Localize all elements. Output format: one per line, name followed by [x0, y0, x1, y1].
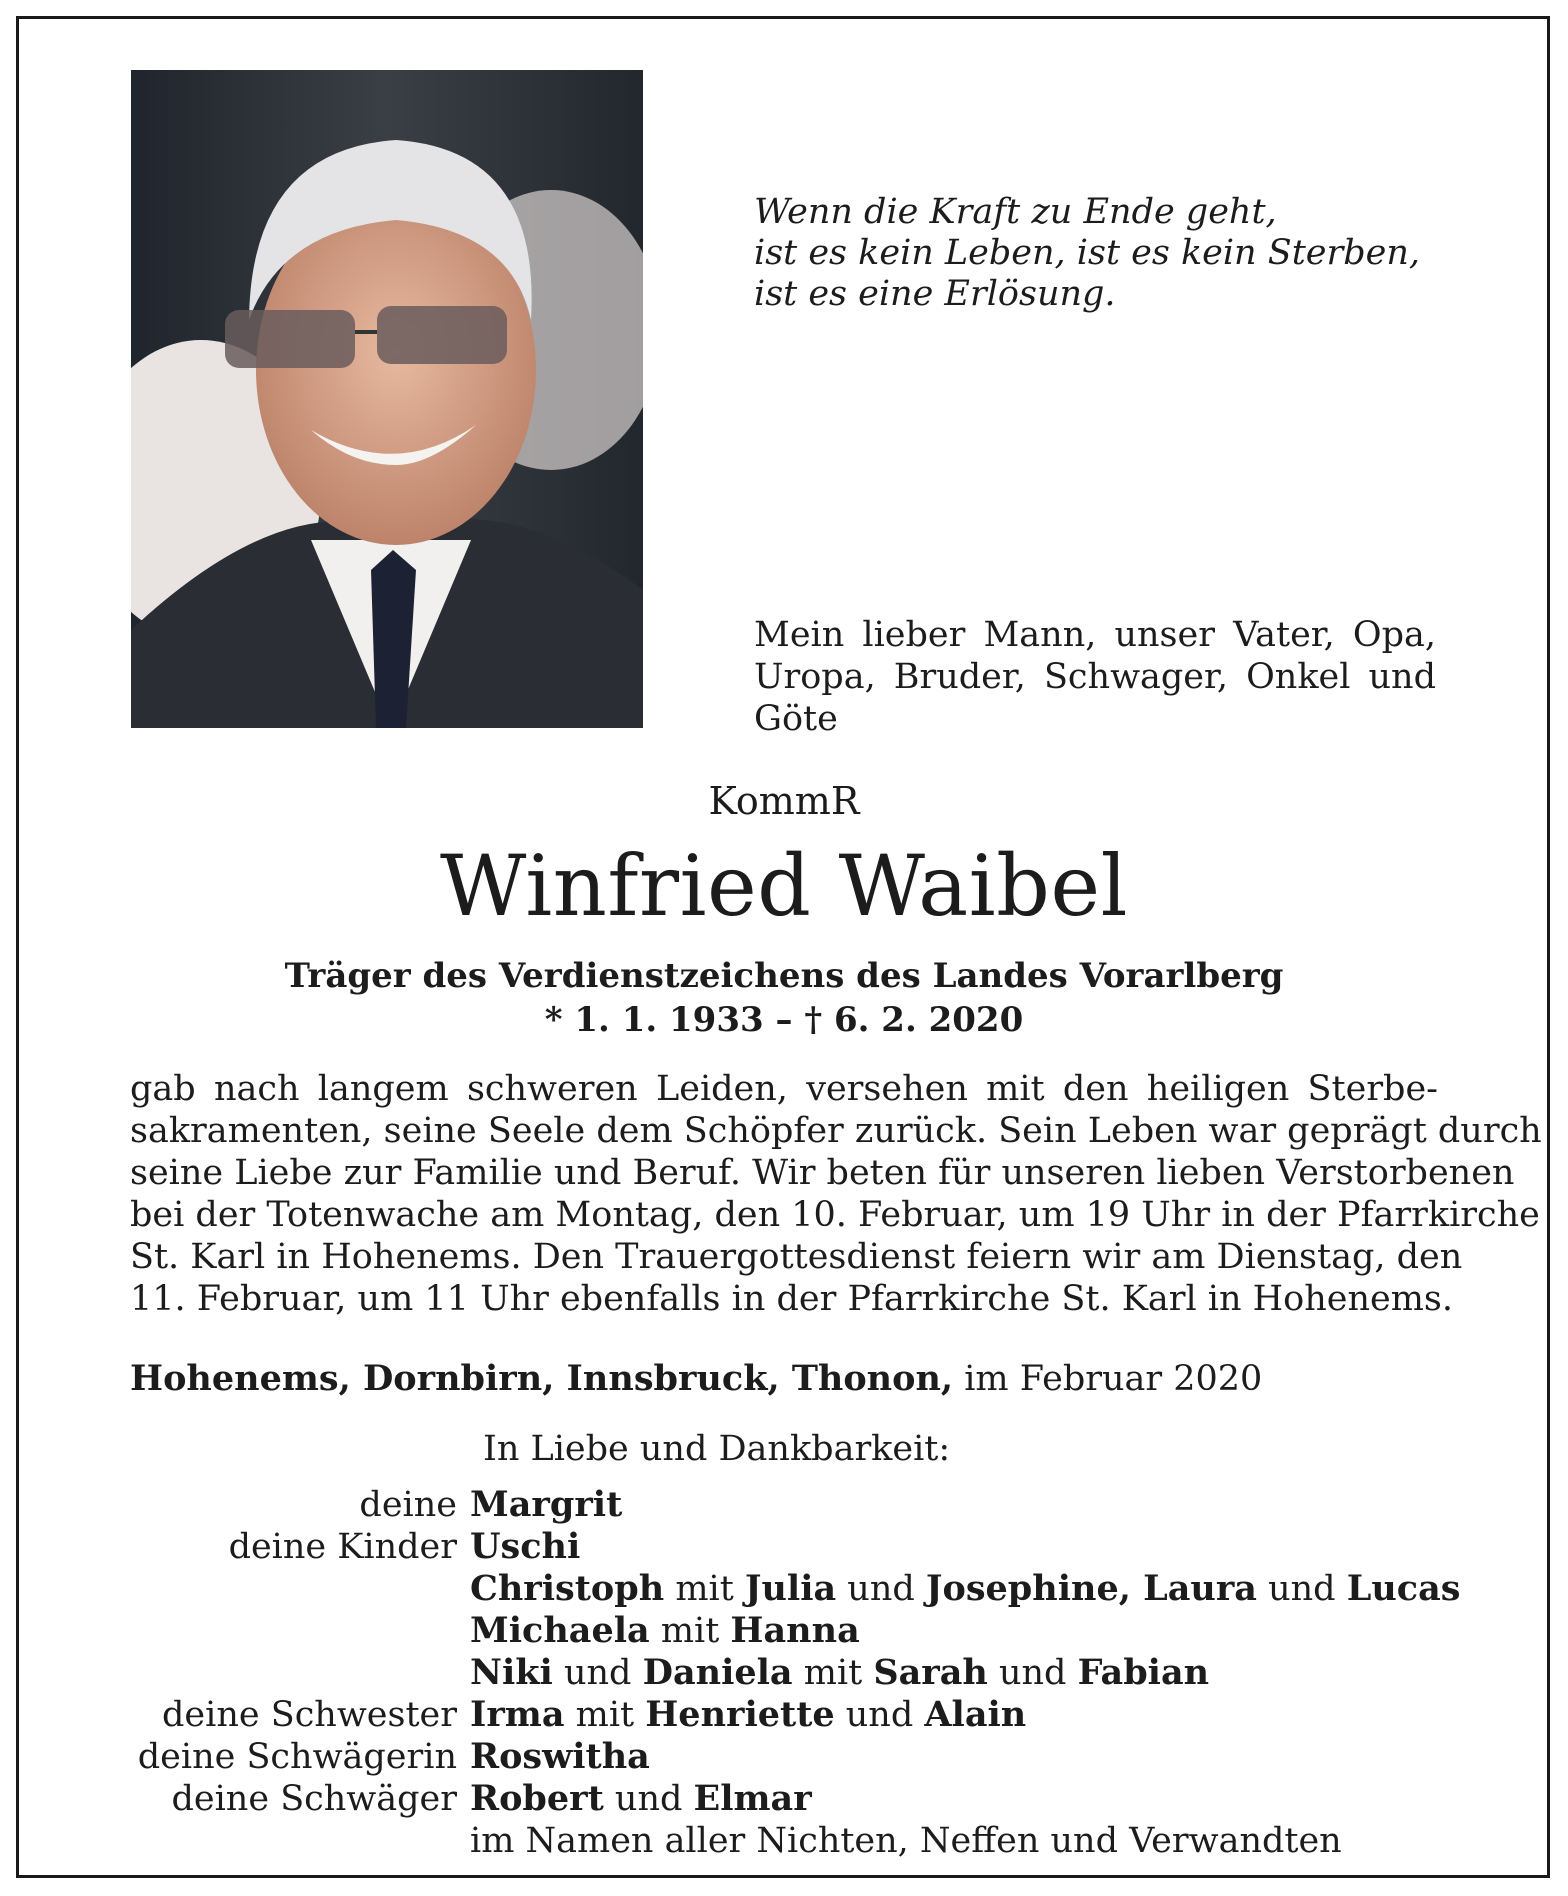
mourner-row — [40, 1484, 1480, 1526]
mourner-relation — [40, 1568, 470, 1610]
life-dates: * 1. 1. 1933 – † 6. 2. 2020 — [544, 1000, 1024, 1040]
mourner-relation: deine Schwester — [162, 1695, 457, 1735]
body-line: sakramenten, seine Seele dem Schöpfer zurück. Sein Leben war geprägt durch — [130, 1111, 1542, 1151]
memorial-quote — [754, 192, 1474, 315]
mourner-name: Henriette — [645, 1694, 835, 1735]
deceased-name: Winfried Waibel — [440, 837, 1128, 935]
mourner-names — [470, 1736, 1480, 1778]
mourner-name: Josephine, Laura — [925, 1568, 1257, 1609]
mourner-row — [40, 1820, 1480, 1862]
mourner-names — [470, 1652, 1480, 1694]
mourner-row — [40, 1568, 1480, 1610]
mourner-name: Hanna — [730, 1610, 860, 1651]
place-date: im Februar 2020 — [964, 1359, 1263, 1399]
mourner-name: Alain — [924, 1694, 1027, 1735]
mourners-list — [40, 1484, 1480, 1862]
mourner-name: Christoph — [470, 1568, 665, 1609]
mourner-name: Roswitha — [470, 1736, 650, 1777]
mourner-connector: und — [552, 1653, 643, 1693]
mourner-name: Niki — [470, 1652, 553, 1693]
mourner-name: Uschi — [470, 1526, 581, 1567]
mourner-connector: mit — [564, 1695, 646, 1735]
mourner-connector: und — [836, 1569, 926, 1609]
mourner-name: Margrit — [470, 1484, 623, 1525]
mourner-connector: und — [834, 1695, 925, 1735]
mourner-name: Michaela — [470, 1610, 650, 1651]
quote-line: ist es eine Erlösung. — [754, 274, 1116, 314]
mourner-connector: und — [603, 1779, 694, 1819]
body-line: 11. Februar, um 11 Uhr ebenfalls in der Pfarrkirche St. Karl in Hohenems. — [130, 1279, 1454, 1319]
body-line: bei der Totenwache am Montag, den 10. Februar, um 19 Uhr in der Pfarrkirche — [130, 1195, 1540, 1235]
mourner-name: Julia — [744, 1568, 837, 1609]
mourner-relation: deine Kinder — [228, 1527, 457, 1567]
body-line: seine Liebe zur Familie und Beruf. Wir beten für unseren lieben Verstorbenen — [130, 1153, 1515, 1193]
mourner-names — [470, 1610, 1480, 1652]
mourner-connector: und — [987, 1653, 1078, 1693]
mourner-name: Lucas — [1346, 1568, 1461, 1609]
mourner-names — [470, 1568, 1480, 1610]
place-date-line — [130, 1358, 1438, 1400]
mourner-row — [40, 1610, 1480, 1652]
mourner-name: Elmar — [693, 1778, 812, 1819]
mourner-connector: im Namen aller Nichten, Neffen und Verwandten — [470, 1821, 1342, 1861]
mourner-row — [40, 1652, 1480, 1694]
mourner-name: Daniela — [642, 1652, 793, 1693]
portrait-photo — [131, 70, 643, 728]
mourner-names — [470, 1694, 1480, 1736]
mourner-name: Robert — [470, 1778, 604, 1819]
mourner-row — [40, 1694, 1480, 1736]
quote-line: ist es kein Leben, ist es kein Sterben, — [754, 233, 1420, 273]
mourner-names — [470, 1820, 1480, 1862]
mourner-name: Fabian — [1077, 1652, 1210, 1693]
mourner-names — [470, 1778, 1480, 1820]
mourner-relation: deine — [359, 1485, 457, 1525]
deceased-title: KommR — [708, 779, 860, 823]
announcement-body — [130, 1068, 1542, 1320]
mourner-connector: und — [1256, 1569, 1347, 1609]
mourner-row — [40, 1778, 1480, 1820]
gratitude-line: In Liebe und Dankbarkeit: — [483, 1429, 951, 1469]
mourner-connector: mit — [792, 1653, 874, 1693]
intro-text: Mein lieber Mann, unser Vater, Opa, Uropa, Bruder, Schwager, Onkel und Göte — [754, 615, 1436, 739]
mourner-relation: deine Schwägerin — [137, 1737, 457, 1777]
body-line: gab nach langem schweren Leiden, versehen mit den heiligen Sterbe- — [130, 1069, 1438, 1109]
mourner-relation — [40, 1820, 470, 1862]
deceased-honor: Träger des Verdienstzeichens des Landes Vorarlberg — [284, 956, 1284, 996]
quote-line: Wenn die Kraft zu Ende geht, — [754, 192, 1277, 232]
mourner-row — [40, 1526, 1480, 1568]
mourner-connector: mit — [649, 1611, 731, 1651]
place-cities: Hohenems, Dornbirn, Innsbruck, Thonon, — [130, 1358, 954, 1399]
mourner-relation: deine Schwäger — [171, 1779, 457, 1819]
mourner-relation — [40, 1610, 470, 1652]
mourner-names — [470, 1484, 1480, 1526]
mourner-connector: mit — [664, 1569, 745, 1609]
mourner-name: Sarah — [873, 1652, 988, 1693]
mourner-name: Irma — [470, 1694, 565, 1735]
body-line: St. Karl in Hohenems. Den Trauergottesdienst feiern wir am Dienstag, den — [130, 1237, 1463, 1277]
mourner-names — [470, 1526, 1480, 1568]
mourner-relation — [40, 1652, 470, 1694]
mourner-row — [40, 1736, 1480, 1778]
